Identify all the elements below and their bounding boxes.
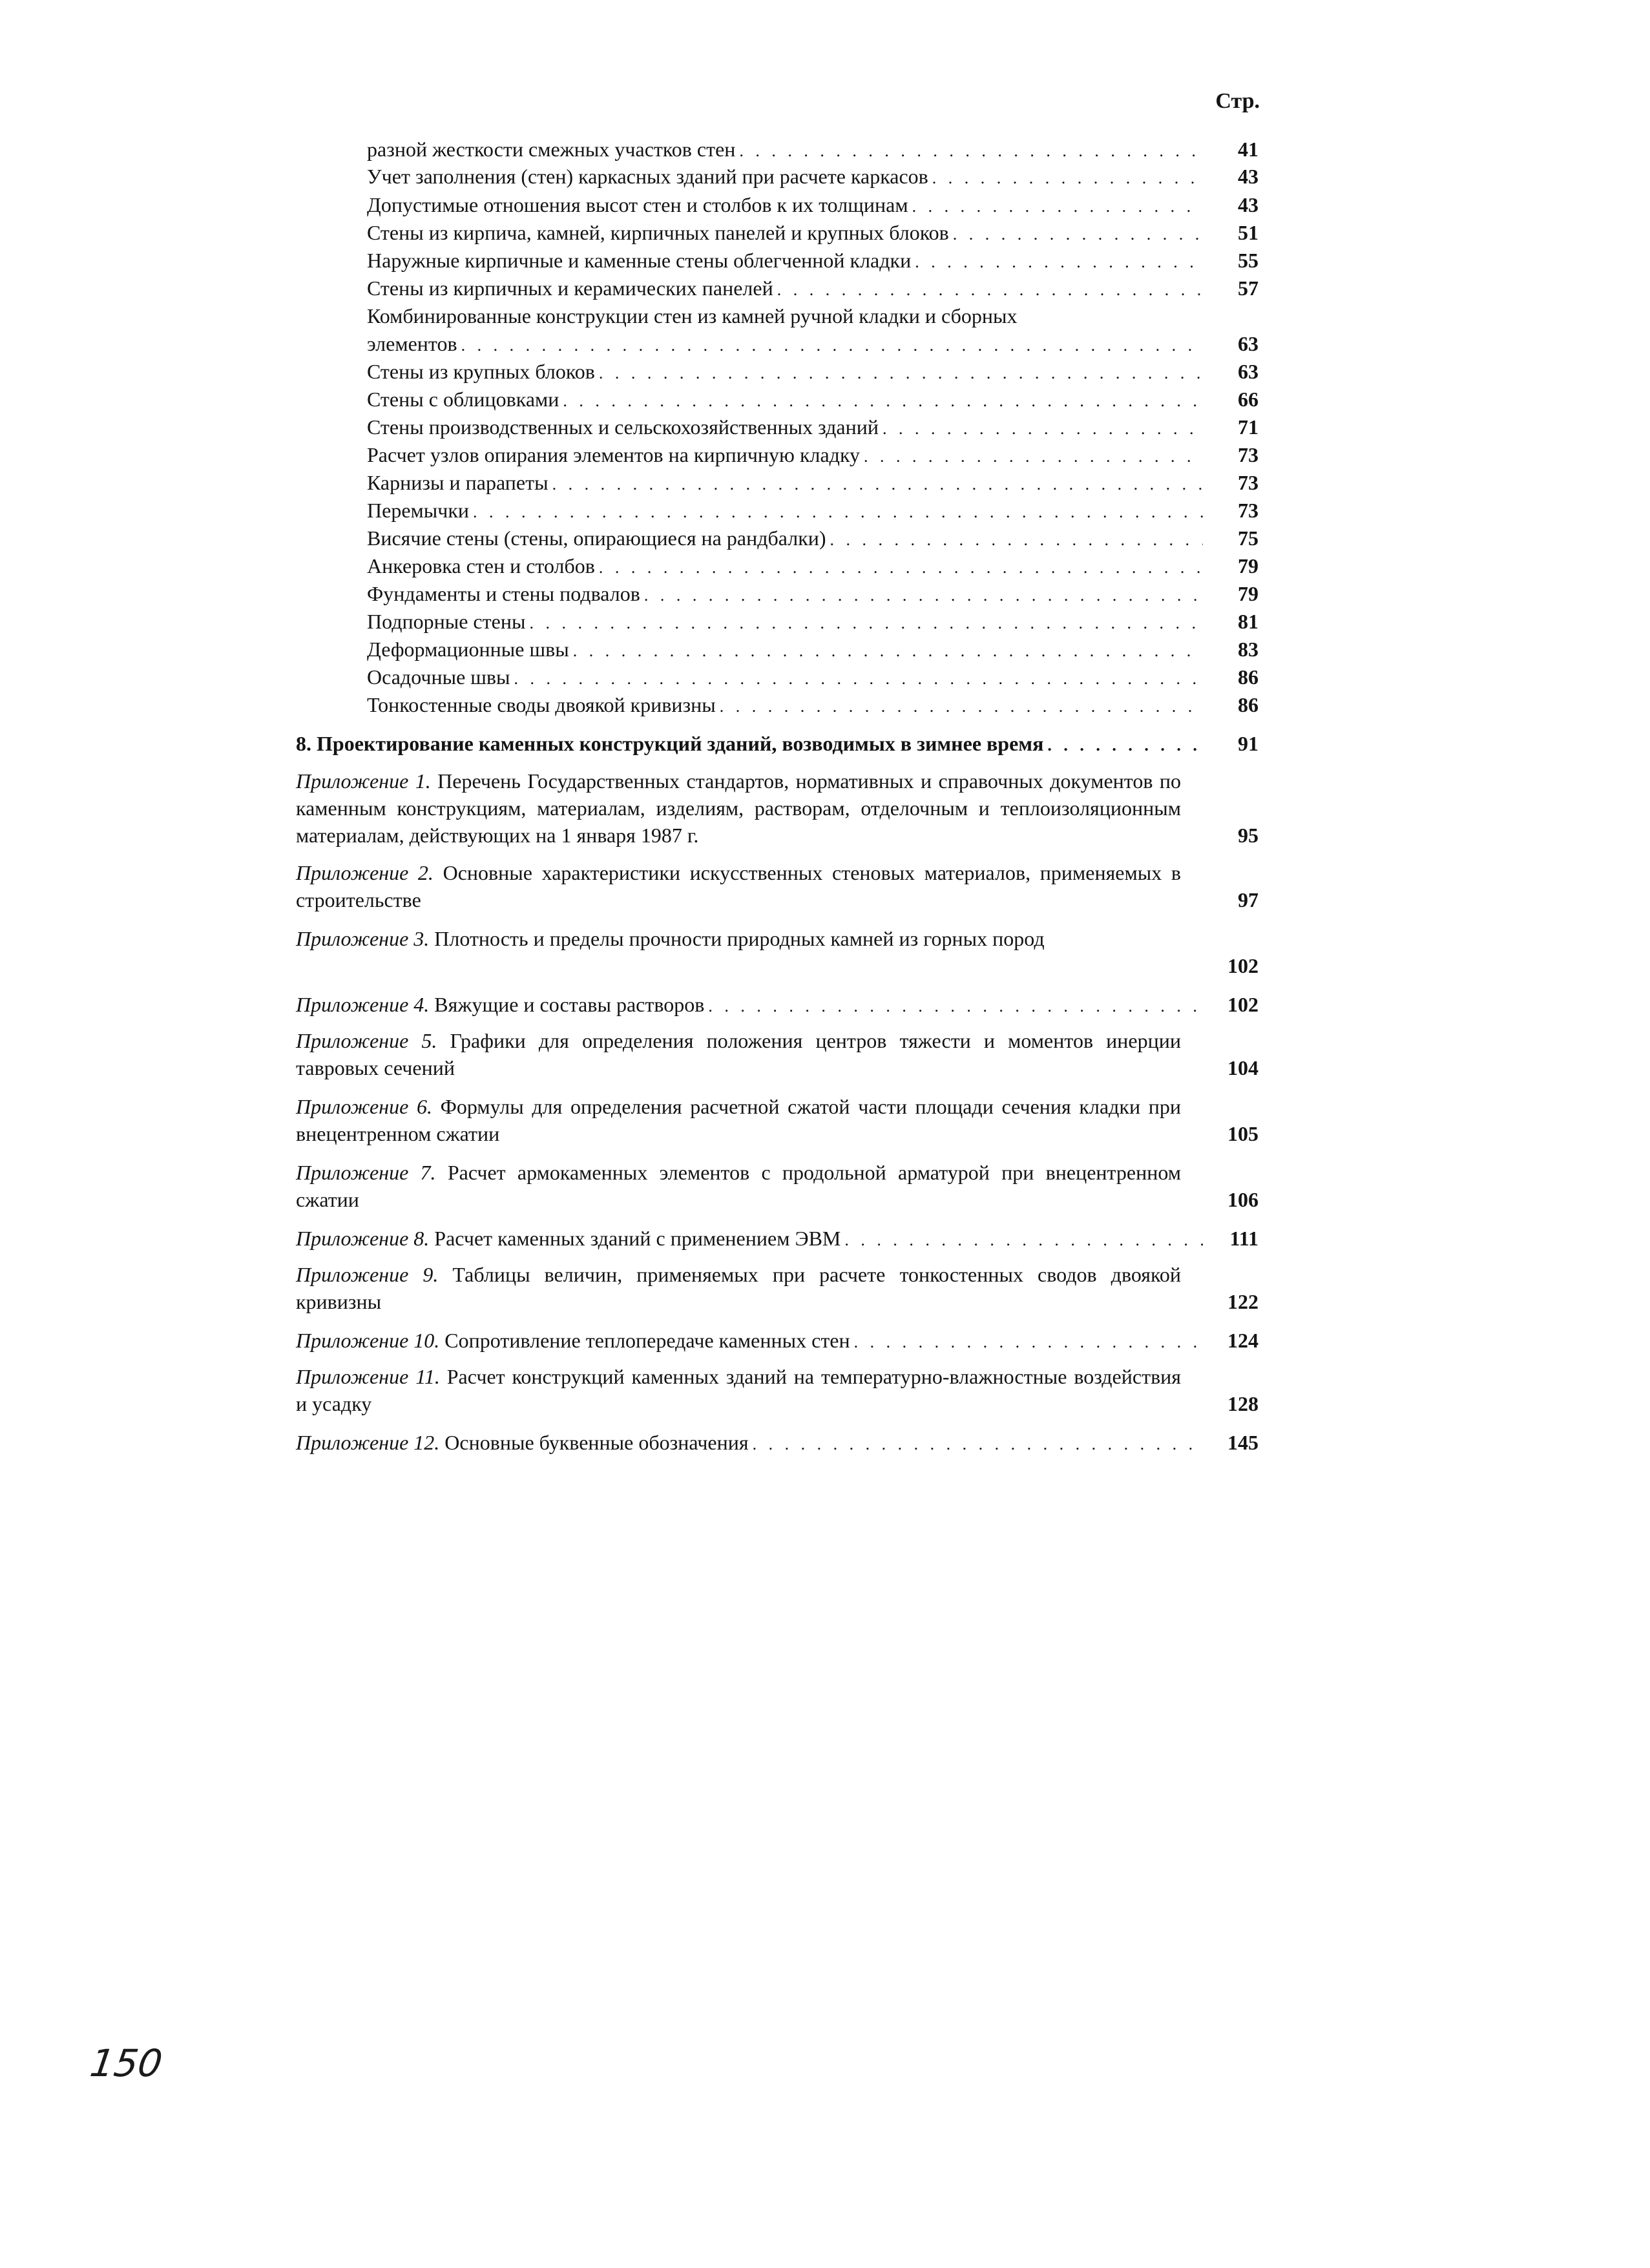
dot-leader — [953, 221, 1203, 248]
toc-entry: Карнизы и парапеты . . . 73 — [367, 469, 1258, 498]
dot-leader — [739, 138, 1203, 165]
dot-leader — [473, 499, 1203, 526]
toc-entry: Расчет узлов опирания элементов на кирпичную кладку . . . 73 — [367, 441, 1258, 470]
toc-entry: Фундаменты и стены подвалов . . . 79 — [367, 580, 1258, 609]
toc-entry: Допустимые отношения высот стен и столбов к их толщинам . . . 43 — [367, 191, 1258, 220]
toc-appendix-8: Приложение 8. Расчет каменных зданий с применением ЭВМ . . . 111 — [296, 1225, 1258, 1254]
toc-entry: Стены из крупных блоков . . . 63 — [367, 358, 1258, 387]
dot-leader — [644, 582, 1203, 609]
toc-appendix-2: Приложение 2. Основные характеристики искусственных стеновых материалов, применяемых в строительстве 97 — [296, 861, 1258, 911]
toc-entry: Стены из кирпичных и керамических панелей . . . 57 — [367, 275, 1258, 304]
toc-appendix-6: Приложение 6. Формулы для определения расчетной сжатой части площади сечения кладки при внецентренном сжатии 105 — [296, 1095, 1258, 1145]
dot-leader — [599, 360, 1203, 387]
toc-appendix-10: Приложение 10. Сопротивление теплопередаче каменных стен . . . 124 — [296, 1327, 1258, 1356]
toc-appendix-1: Приложение 1. Перечень Государственных стандартов, нормативных и справочных документов по каменным конструкциям, материалам, изделиям, растворам, отделочным и теплоизоляционным материалам, действующих на 1 января 1987 г. 95 — [296, 769, 1258, 847]
toc-entry: Тонкостенные своды двоякой кривизны . . . 86 — [367, 691, 1258, 720]
toc-entry: разной жесткости смежных участков стен . . . 41 — [367, 136, 1258, 165]
dot-leader — [882, 415, 1203, 442]
dot-leader — [529, 610, 1203, 637]
page-column-header: Стр. — [1215, 89, 1260, 113]
toc-entry: Деформационные швы . . . 83 — [367, 636, 1258, 665]
dot-leader — [552, 471, 1203, 498]
toc-appendix-3: Приложение 3. Плотность и пределы прочности природных камней из горных пород 102 — [296, 927, 1258, 977]
toc-entry: элементов . . . 63 — [367, 330, 1258, 359]
handwritten-page-number: 150 — [87, 2041, 165, 2085]
toc-entry: Наружные кирпичные и каменные стены облегченной кладки . . . 55 — [367, 247, 1258, 276]
toc-appendix-7: Приложение 7. Расчет армокаменных элементов с продольной арматурой при внецентренном сжатии 106 — [296, 1161, 1258, 1211]
toc-entry: Стены производственных и сельскохозяйственных зданий . . . 71 — [367, 413, 1258, 442]
dot-leader — [599, 554, 1203, 581]
toc-appendix-12: Приложение 12. Основные буквенные обозначения . . . 145 — [296, 1429, 1258, 1458]
dot-leader — [830, 526, 1203, 554]
dot-leader — [573, 638, 1203, 665]
toc-entry: Перемычки . . . 73 — [367, 497, 1258, 526]
dot-leader — [932, 165, 1203, 192]
dot-leader — [708, 993, 1203, 1020]
toc-appendix-11: Приложение 11. Расчет конструкций каменных зданий на температурно-влажностные воздействия и усадку 128 — [296, 1365, 1258, 1415]
dot-leader — [915, 249, 1203, 276]
toc-appendix-9: Приложение 9. Таблицы величин, применяемых при расчете тонкостенных сводов двоякой кривизны 122 — [296, 1263, 1258, 1313]
toc-entry: Стены из кирпича, камней, кирпичных панелей и крупных блоков . . . 51 — [367, 219, 1258, 248]
dot-leader — [563, 388, 1203, 415]
dot-leader — [720, 693, 1203, 720]
toc-appendix-5: Приложение 5. Графики для определения положения центров тяжести и моментов инерции тавровых сечений 104 — [296, 1029, 1258, 1079]
toc-entry: Стены с облицовками . . . 66 — [367, 386, 1258, 415]
dot-leader — [844, 1227, 1203, 1254]
dot-leader — [777, 276, 1203, 304]
toc-entry: Висячие стены (стены, опирающиеся на рандбалки) . . . 75 — [367, 525, 1258, 554]
dot-leader — [854, 1329, 1203, 1356]
dot-leader — [461, 332, 1203, 359]
dot-leader — [1047, 732, 1203, 759]
toc-entry: Подпорные стены . . . 81 — [367, 608, 1258, 637]
dot-leader — [514, 665, 1203, 692]
toc-entry: Комбинированные конструкции стен из камней ручной кладки и сборных — [367, 304, 1018, 328]
dot-leader — [864, 443, 1203, 470]
dot-leader — [912, 193, 1203, 220]
toc-entry: Осадочные швы . . . 86 — [367, 663, 1258, 692]
toc-entry: Анкеровка стен и столбов . . . 79 — [367, 552, 1258, 581]
toc-entry: Учет заполнения (стен) каркасных зданий при расчете каркасов . . . 43 — [367, 163, 1258, 192]
toc-appendix-4: Приложение 4. Вяжущие и составы растворов . . . 102 — [296, 991, 1258, 1020]
toc-section-8: 8. Проектирование каменных конструкций зданий, возводимых в зимнее время . . . 91 — [296, 730, 1258, 759]
dot-leader — [753, 1431, 1203, 1458]
